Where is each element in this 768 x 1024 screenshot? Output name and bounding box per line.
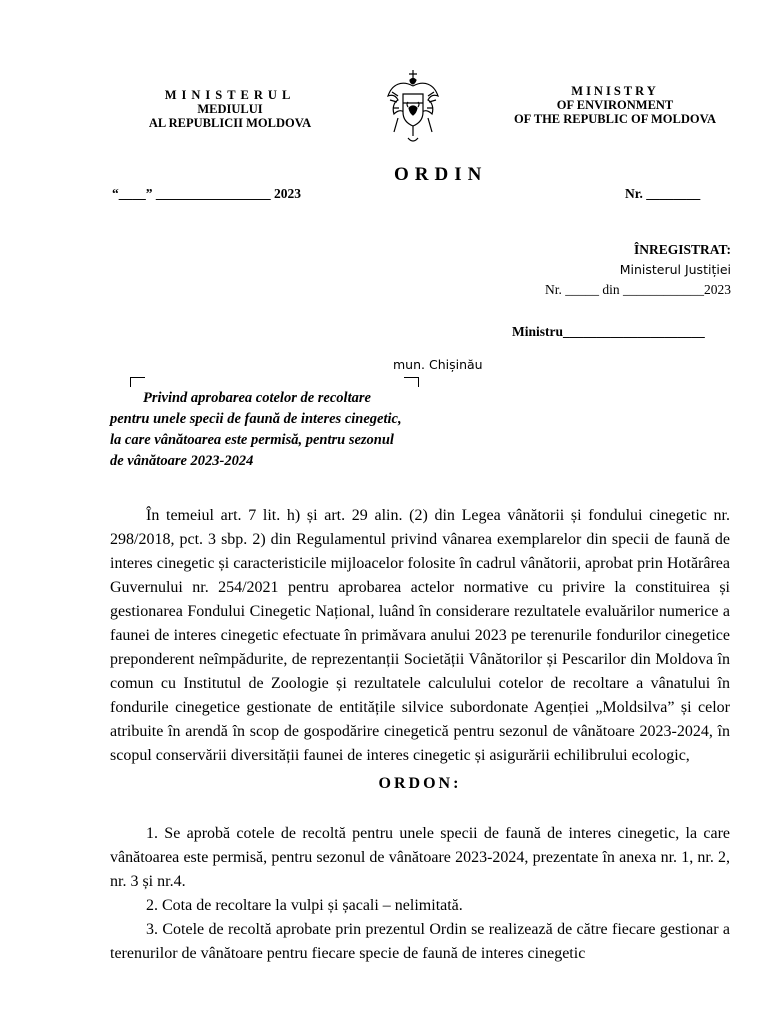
date-line: “____” _________________ 2023 [112,186,301,201]
number-line: Nr. ________ [625,186,701,201]
ministry-name-ro-line3: AL REPUBLICII MOLDOVA [148,116,312,130]
registration-ministry: Ministerul Justiției [619,262,731,277]
ministry-name-en: MINISTRY [571,84,659,98]
registration-label: ÎNREGISTRAT: [633,242,731,257]
ministry-name-en-line2: OF ENVIRONMENT [556,98,674,112]
coat-of-arms-icon [384,68,442,148]
document-title: ORDIN [394,164,488,185]
subject-line: Privind aprobarea cotelor de recoltare [143,390,371,406]
document-body [110,504,730,966]
subject-line: pentru unele specii de faună de interes cinegetic, [110,411,402,427]
city: mun. Chișinău [393,357,483,372]
bracket-left [130,377,145,387]
ministry-name-ro: MINISTERUL [164,88,296,102]
bracket-right [404,377,419,387]
ordon-heading: ORDON: [378,775,462,792]
document-subject [110,388,402,472]
point-paragraph: 1. Se aprobă cotele de recoltă pentru unele specii de faună de interes cinegetic, la care vânătoarea este permisă, pentru sezonul de vânătoare 2023-2024, prezentate în anexa nr. 1, nr. 2, nr. 3 și nr.4. [110,825,730,890]
header-right [500,84,730,126]
minister-signature-line: Ministru_____________________ [512,324,705,339]
ministry-name-en-line3: OF THE REPUBLIC OF MOLDOVA [513,112,717,126]
subject-line: la care vânătoarea este permisă, pentru sezonul [110,432,394,448]
ministry-name-ro-line2: MEDIULUI [197,102,263,116]
point-paragraph: 3. Cotele de recoltă aprobate prin prezentul Ordin se realizează de către fiecare gestionar a terenurilor de vânătoare pentru fiecare specie de faună de interes cinegetic [110,921,730,962]
subject-line: de vânătoare 2023-2024 [110,453,254,469]
header-left [130,88,330,130]
preamble-paragraph: În temeiul art. 7 lit. h) și art. 29 alin. (2) din Legea vânătorii și fondului cinegetic nr. 298/2018, pct. 3 sbp. 2) din Regulamentul privind vânarea exemplarelor din specii de faună de interes cinegetic și caracteristicile mijloacelor folosite în cadrul vânătorii, aprobat prin Hotărârea Guvernului nr. 254/2021 pentru aprobarea actelor normative cu privire la constituirea și gestionarea Fondului Cinegetic Național, luând în considerare rezultatele evaluărilor numerice a faunei de interes cinegetic efectuate în primăvara anului 2023 pe terenurile fondurilor cinegetice preponderent neîmpădurite, de reprezentanții Societății Vânătorilor și Pescarilor din Moldova în comun cu Institutul de Zoologie și rezultatele calculului cotelor de recoltare a vânatului în fondurile cinegetice gestionate de entitățile silvice subordonate Agenției „Moldsilva” și celor atribuite în arendă în scop de gospodărire cinegetică pentru sezonul de vânătoare 2023-2024, în scopul conservării diversității faunei de interes cinegetic și asigurării echilibrului ecologic, [110,507,730,764]
point-paragraph: 2. Cota de recoltare la vulpi și șacali – nelimitată. [146,897,463,914]
coat-of-arms-graphic [384,68,442,148]
registration-number: Nr. _____ din ____________2023 [544,282,731,297]
